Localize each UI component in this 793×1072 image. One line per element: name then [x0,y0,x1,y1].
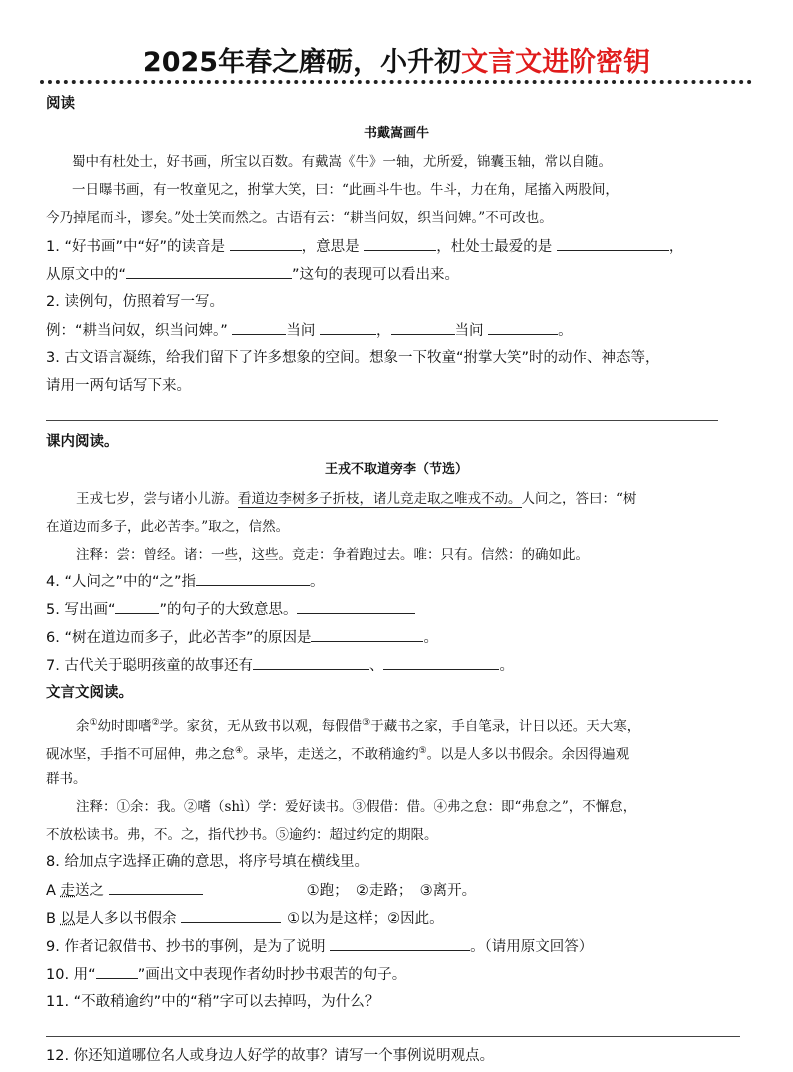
page-title [0,40,793,79]
passage-paragraph: 蜀中有杜处士，好书画，所宝以百数。有戴嵩《牛》一轴，尤所爱，锦囊玉轴，常以自随。 [72,154,612,170]
question-8: 8. 给加点字选择正确的意思，将序号填在横线里。 [46,854,369,870]
question-text: 10. 用“ [46,967,96,983]
question-11: 11. “不敢稍逾约”中的“稍”字可以去掉吗，为什么？ [46,994,380,1010]
answer-blank[interactable] [320,320,376,335]
passage-title: 书戴嵩画牛 [363,126,429,141]
passage-note: 注释：尝：曾经。诸：一些，这些。竞走：争着跑过去。唯：只有。信然：的确如此。 [76,547,589,563]
option-list: ①以为是这样；②因此。 [287,911,444,927]
passage-text: 王戎七岁，尝与诸小儿游。 [76,491,238,507]
question-text: 。 [499,658,514,674]
question-text: 送之 [75,883,109,899]
passage-paragraph: 一日曝书画，有一牧童见之，拊掌大笑，曰：“此画斗牛也。牛斗，力在角，尾搐入两股间， [72,182,619,198]
question-text: ，杜处士最爱的是 [436,239,557,255]
footnote-mark: ⑤ [418,746,427,756]
question-text: A [46,883,61,899]
answer-blank[interactable] [311,627,423,642]
passage-text: 砚冰坚，手指不可屈伸，弗之怠 [46,746,235,763]
section-heading: 课内阅读。 [46,434,119,450]
answer-blank[interactable] [488,320,558,335]
question-8b [46,908,444,929]
passage-text: 。录毕，走送之，不敢稍逾约 [243,746,419,763]
passage-paragraph: 群书。 [46,771,87,787]
question-12: 12. 你还知道哪位名人或身边人好学的故事？请写一个事例说明观点。 [46,1048,495,1064]
passage-text: 人问之，答曰：“树 [521,491,637,507]
footnote-mark: ② [151,718,160,728]
question-8a [46,880,476,901]
passage-paragraph: 在道边而多子，此必苦李。”取之，信然。 [46,519,290,535]
question-7 [46,655,514,676]
question-3: 3. 古文语言凝练，给我们留下了许多想象的空间。想象一下牧童“拊掌大笑”时的动作、神态等， [46,350,660,366]
question-4 [46,571,325,592]
underlined-sentence: 看道边李树多子折枝，诸儿竞走取之唯戎不动。 [238,491,522,507]
footnote-mark: ④ [235,746,244,756]
question-2-example [46,320,573,341]
answer-blank[interactable] [253,655,369,670]
question-2: 2. 读例句，仿照着写一写。 [46,294,224,310]
answer-blank[interactable] [196,571,310,586]
passage-note: 注释：①余：我。②嗜（shì）学：爱好读书。③假借：借。④弗之怠：即“弗怠之”，不懈怠， [76,799,637,815]
question-text: B [46,911,61,927]
footnote-mark: ③ [362,718,371,728]
question-text: 当问 [454,323,489,339]
question-10 [46,964,406,985]
question-text: 。 [310,574,325,590]
answer-blank[interactable] [391,320,455,335]
question-9 [46,936,593,957]
passage-note: 不放松读书。弗，不。之，指代抄书。⑤逾约：超过约定的期限。 [46,827,438,843]
question-1-cont [46,264,459,285]
question-text: 7. 古代关于聪明孩童的故事还有 [46,658,253,674]
question-text: ， [376,323,391,339]
question-6 [46,627,438,648]
passage-title: 王戎不取道旁李（节选） [324,462,468,477]
question-text: 从原文中的“ [46,267,127,283]
question-text: ”这句的表现可以看出来。 [292,267,460,283]
answer-blank[interactable] [181,908,281,923]
question-text: ”画出文中表现作者幼时抄书艰苦的句子。 [137,967,407,983]
question-text: ，意思是 [301,239,365,255]
dotted-char: 以 [60,911,76,927]
passage-paragraph [46,741,629,765]
title-red: 文言文进阶密钥 [461,47,651,78]
question-text: 。（请用原文回答） [470,939,594,955]
answer-blank[interactable] [232,320,286,335]
title-black: 2025年春之磨砺，小升初 [142,47,462,78]
answer-line[interactable] [46,420,718,421]
answer-blank[interactable] [96,964,138,979]
question-1 [46,236,683,257]
passage-text: 幼时即嗜 [97,718,152,735]
question-text: ”的句子的大致意思。 [159,602,298,618]
section-heading: 阅读 [46,96,75,112]
question-3-cont: 请用一两句话写下来。 [46,378,191,394]
answer-blank[interactable] [364,236,436,251]
passage-text: 学。家贫，无从致书以观，每假借 [159,718,363,735]
passage-paragraph: 今乃掉尾而斗，谬矣。”处士笑而然之。古语有云：“耕当问奴，织当问婢。”不可改也。 [46,210,553,226]
answer-blank[interactable] [126,264,292,279]
question-text: 9. 作者记叙借书、抄书的事例，是为了说明 [46,939,331,955]
question-text: 当问 [286,323,320,339]
question-text: 4. “人问之”中的“之”指 [46,574,196,590]
passage-text: 。以是人多以书假余。余因得遍观 [426,746,630,763]
question-5 [46,599,415,620]
question-text: 是人多以书假余 [75,911,182,927]
footnote-mark: ① [89,718,98,728]
question-text: 1. “好书画”中“好”的读音是 [46,239,230,255]
passage-text: 于藏书之家，手自笔录，计日以还。天大寒， [370,718,641,735]
question-text: 例：“耕当问奴，织当问婢。” [46,323,233,339]
option-list: ①跑； ②走路； ③离开。 [306,883,477,899]
passage-paragraph [76,489,636,509]
question-text: 、 [368,658,384,674]
question-text: 6. “树在道边而多子，此必苦李”的原因是 [46,630,312,646]
answer-blank[interactable] [297,599,415,614]
answer-blank[interactable] [230,236,302,251]
question-text: ， [668,239,684,255]
answer-line[interactable] [46,1036,740,1037]
passage-paragraph [76,713,640,737]
passage-text: 余 [76,718,90,735]
dotted-char: 走 [60,883,76,899]
answer-blank[interactable] [383,655,499,670]
answer-blank[interactable] [109,880,203,895]
answer-blank[interactable] [557,236,669,251]
question-text: 。 [423,630,438,646]
question-text: 5. 写出画“ [46,602,116,618]
dotted-divider [40,80,752,84]
answer-blank[interactable] [115,599,159,614]
question-text: 。 [558,323,573,339]
answer-blank[interactable] [330,936,470,951]
section-heading: 文言文阅读。 [46,685,133,701]
